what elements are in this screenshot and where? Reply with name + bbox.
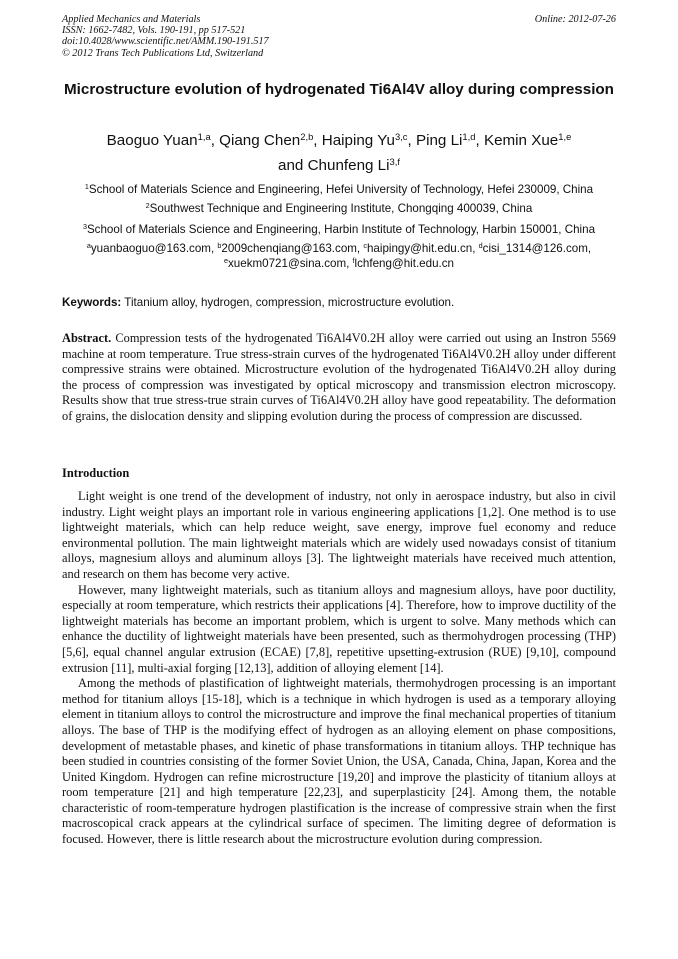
introduction-body — [62, 489, 616, 848]
doi-line: doi:10.4028/www.scientific.net/AMM.190-191.517 — [62, 36, 269, 48]
email-superscript: d — [478, 241, 483, 251]
email-address: haipingy@hit.edu.cn, — [366, 242, 479, 255]
author-name: and Chunfeng Li — [278, 157, 390, 174]
author-superscript: 2,b — [300, 130, 314, 142]
abstract — [62, 331, 616, 425]
email-address: yuanbaoguo@163.com, — [90, 242, 218, 255]
author-separator: , — [475, 132, 484, 149]
email-superscript: b — [217, 241, 222, 251]
keywords-label: Keywords: — [62, 296, 122, 309]
email-superscript: c — [363, 241, 367, 251]
author-superscript: 1,d — [462, 130, 476, 142]
affiliation-3 — [62, 221, 616, 241]
author-name: Haiping Yu — [321, 132, 395, 149]
affiliation-superscript: 1 — [84, 182, 89, 192]
author-line-2 — [62, 153, 616, 178]
author-line-1 — [62, 128, 616, 153]
affiliation-1 — [62, 181, 616, 200]
email-address: lchfeng@hit.edu.cn — [354, 257, 454, 270]
email-address: cisi_1314@126.com, — [482, 242, 592, 255]
author-separator: , — [313, 132, 322, 149]
abstract-text: Compression tests of the hydrogenated Ti6Al4V0.2H alloy were carried out using an Instron 5569 machine at room temperature. True stress-strain curves of the hydrogenated Ti6Al4V0.2H alloy under different compressive strains were obtained. Microstructure evolution of the hydrogenated Ti6Al4V0.2H alloy during the process of compression was investigated by optical microscopy and transmission electron microscopy. Results show that true stress-true strain curves of Ti6Al4V0.2H alloy have good repeatability. The deformation of grains, the dislocation density and slipping evolution during the process of compression are discussed. — [62, 331, 616, 423]
keywords — [62, 295, 616, 310]
copyright-line: © 2012 Trans Tech Publications Ltd, Switzerland — [62, 47, 264, 59]
paragraph: However, many lightweight materials, such as titanium alloys and magnesium alloys, have poor ductility, especially at room temperature, which restricts their applications [4]. Therefore, how to improve ductility of the lightweight materials has become an important problem, which is urgent to solve. Many methods which can enhance the ductility of lightweight materials have been presented, such as thermohydrogen processing (THP) [5,6], equal channel angular extrusion (ECAE) [7,8], repetitive upsetting-extrusion (RUE) [9,10], compound extrusion [11], multi-axial forging [12,13], addition of alloying element [14]. — [62, 582, 616, 675]
author-superscript: 3,f — [389, 155, 400, 167]
author-name: Ping Li — [415, 132, 463, 149]
online-date: Online: 2012-07-26 — [534, 14, 616, 25]
email-superscript: e — [224, 256, 228, 266]
abstract-label: Abstract. — [62, 331, 112, 345]
affiliation-superscript: 3 — [82, 222, 87, 232]
email-line-2 — [62, 256, 616, 271]
affiliation-superscript: 2 — [145, 201, 150, 211]
email-line-1 — [62, 241, 616, 256]
affiliation-text: School of Materials Science and Engineering, Hefei University of Technology, Hefei 230009, China — [88, 183, 594, 196]
author-list — [62, 128, 616, 178]
author-superscript: 1,a — [197, 130, 211, 142]
journal-name: Applied Mechanics and Materials — [62, 14, 201, 25]
email-address: 2009chenqiang@163.com, — [221, 242, 364, 255]
email-address: xuekm0721@sina.com, — [228, 257, 353, 270]
affiliation-text: School of Materials Science and Engineering, Harbin Institute of Technology, Harbin 150001, China — [86, 223, 596, 236]
paragraph: Among the methods of plastification of lightweight materials, thermohydrogen processing is an important method for titanium alloys [15-18], which is a technique in which hydrogen is used as a temporary alloying element in titanium alloys to control the microstructure and improve the final mechanical properties of titanium alloys. The base of THP is the modifying effect of hydrogen as an alloying element on phase compositions, development of metastable phases, and kinetic of phase transformations in titanium alloys. THP technique has been studied in countries consisting of the former Soviet Union, the USA, Canada, China, Japan, Korea and the United Kingdom. Hydrogen can refine microstructure [19,20] and improve the plasticity of titanium alloys at room temperature [21] and high temperature [22,23], and superplasticity [24]. Among them, the notable characteristic of room-temperature hydrogen plastification is the increase of compressive strain when the first macroscopical crack appears at the cylindrical surface of specimen. The limiting degree of deformation is focused. However, there is little research about the microstructure evolution during compression. — [62, 676, 616, 847]
paragraph: Light weight is one trend of the development of industry, not only in aerospace industry, but also in civil industry. Light weight plays an important role in various engineering applications [1,2]. One method is to use lightweight materials, which can help reduce weight, save energy, improve fuel economy and reduce environmental pollution. The main lightweight materials which are widely used nowadays consist of titanium alloys, magnesium alloys and aluminum alloys [3]. The lightweight materials have received much attention, and research on them has become very active. — [62, 489, 616, 581]
affiliation-2 — [62, 200, 616, 221]
author-name: Kemin Xue — [483, 132, 559, 149]
author-superscript: 1,e — [558, 130, 572, 142]
affiliation-text: Southwest Technique and Engineering Institute, Chongqing 400039, China — [149, 202, 533, 215]
author-separator: , — [407, 132, 416, 149]
author-name: Baoguo Yuan — [106, 132, 198, 149]
section-heading: Introduction — [62, 466, 130, 480]
email-superscript: a — [86, 241, 91, 251]
author-separator: , — [210, 132, 220, 149]
affiliations — [62, 181, 616, 271]
email-superscript: f — [352, 256, 355, 266]
author-superscript: 3,c — [394, 130, 408, 142]
keywords-text: Titanium alloy, hydrogen, compression, microstructure evolution. — [121, 296, 455, 309]
paper-title: Microstructure evolution of hydrogenated Ti6Al4V alloy during compression — [64, 81, 614, 98]
journal-header — [62, 14, 616, 59]
issn-line: ISSN: 1662-7482, Vols. 190-191, pp 517-521 — [62, 25, 246, 37]
author-name: Qiang Chen — [219, 132, 301, 149]
